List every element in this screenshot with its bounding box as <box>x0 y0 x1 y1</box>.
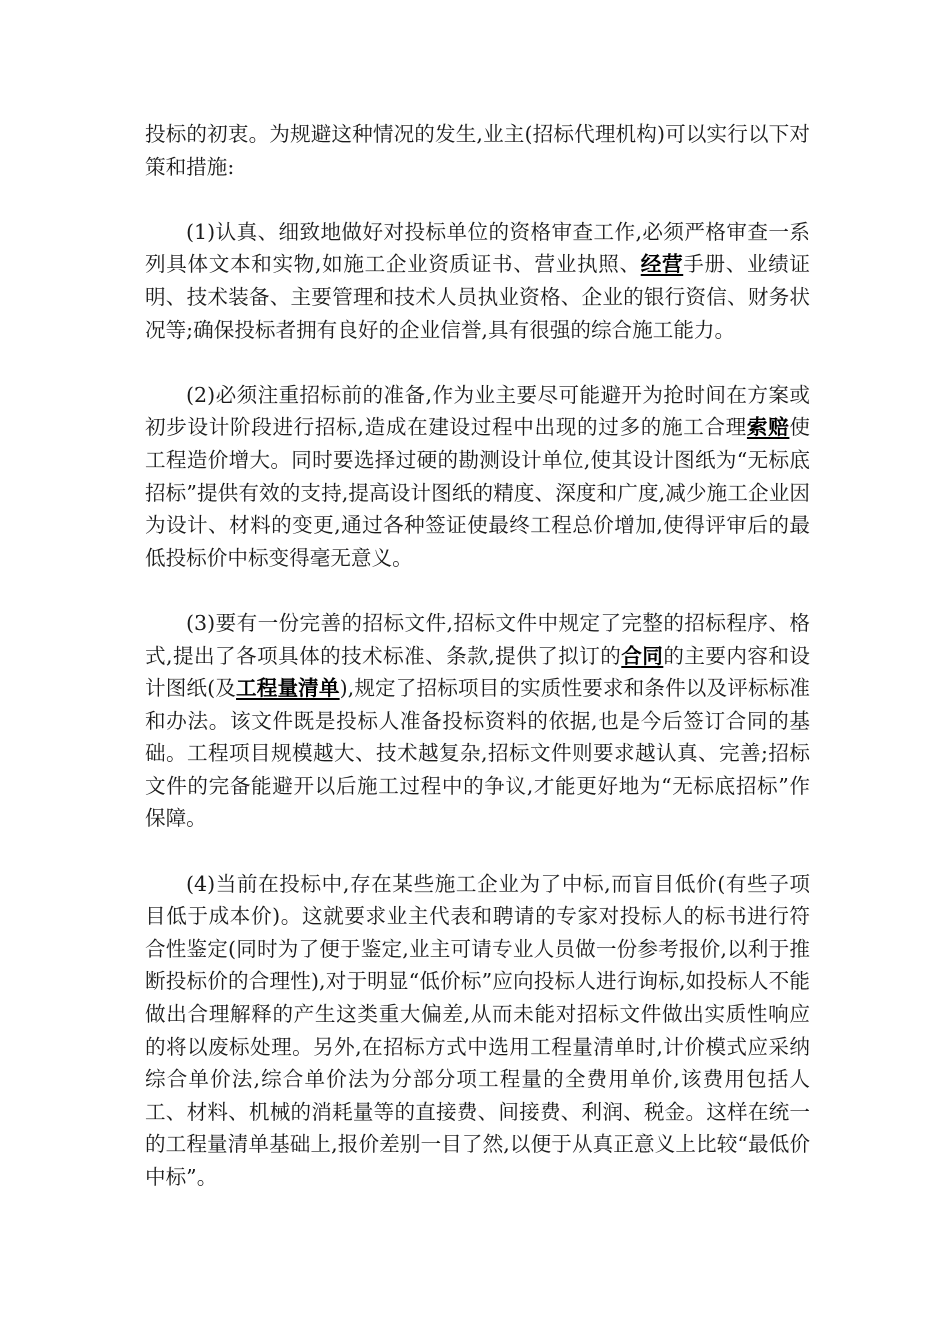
paragraph-measure-1 <box>145 216 810 346</box>
paragraph-text: 手册、业绩证明、技术装备、主要管理和技术人员执业资格、企业的银行资信、财务状况等;确保投标者拥有良好的企业信誉,具有很强的综合施工能力。 <box>145 252 811 342</box>
paragraph-measure-2 <box>145 379 810 575</box>
link-gongchengliang-qingdan[interactable]: 工程量清单 <box>236 676 340 701</box>
paragraph-text: 的主要内容和设计图纸(及 <box>145 643 810 701</box>
document-body <box>145 118 810 1194</box>
paragraph-measure-4 <box>145 868 810 1194</box>
link-suopei[interactable]: 索赔 <box>746 415 790 440</box>
paragraph-text: 投标的初衷。为规避这种情况的发生,业主(招标代理机构)可以实行以下对策和措施: <box>145 122 810 179</box>
paragraph-text: (2)必须注重招标前的准备,作为业主要尽可能避开为抢时间在方案或初步设计阶段进行招标,造成在建设过程中出现的过多的施工合理 <box>145 382 810 440</box>
paragraph-intro <box>145 118 810 183</box>
paragraph-text: (1)认真、细致地做好对投标单位的资格审查工作,必须严格审查一系列具体文本和实物,如施工企业资质证书、营业执照、 <box>145 219 810 277</box>
paragraph-text: ),规定了招标项目的实质性要求和条件以及评标标准和办法。该文件既是投标人准备投标资料的依据,也是今后签订合同的基础。工程项目规模越大、技术越复杂,招标文件则要求越认真、完善;招标文件的完备能避开以后施工过程中的争议,才能更好地为“无标底招标”作保障。 <box>145 676 810 831</box>
link-jingying[interactable]: 经营 <box>640 252 684 277</box>
paragraph-text: (4)当前在投标中,存在某些施工企业为了中标,而盲目低价(有些子项目低于成本价)。这就要求业主代表和聘请的专家对投标人的标书进行符合性鉴定(同时为了便于鉴定,业主可请专业人员做一份参考报价,以利于推断投标价的合理性),对于明显“低价标”应向投标人进行询标,如投标人不能做出合理解释的产生这类重大偏差,从而未能对招标文件做出实质性响应的将以废标处理。另外,在招标方式中选用工程量清单时,计价模式应采纳综合单价法,综合单价法为分部分项工程量的全费用单价,该费用包括人工、材料、机械的消耗量等的直接费、间接费、利润、税金。这样在统一的工程量清单基础上,报价差别一目了然,以便于从真正意义上比较“最低价中标”。 <box>145 871 810 1189</box>
paragraph-text: (3)要有一份完善的招标文件,招标文件中规定了完整的招标程序、格式,提出了各项具体的技术标准、条款,提供了拟订的 <box>145 610 810 668</box>
link-hetong[interactable]: 合同 <box>621 643 664 668</box>
paragraph-text: 使工程造价增大。同时要选择过硬的勘测设计单位,使其设计图纸为“无标底招标”提供有效的支持,提高设计图纸的精度、深度和广度,减少施工企业因为设计、材料的变更,通过各种签证使最终工程总价增加,使得评审后的最低投标价中标变得毫无意义。 <box>145 415 810 570</box>
paragraph-measure-3 <box>145 607 810 835</box>
